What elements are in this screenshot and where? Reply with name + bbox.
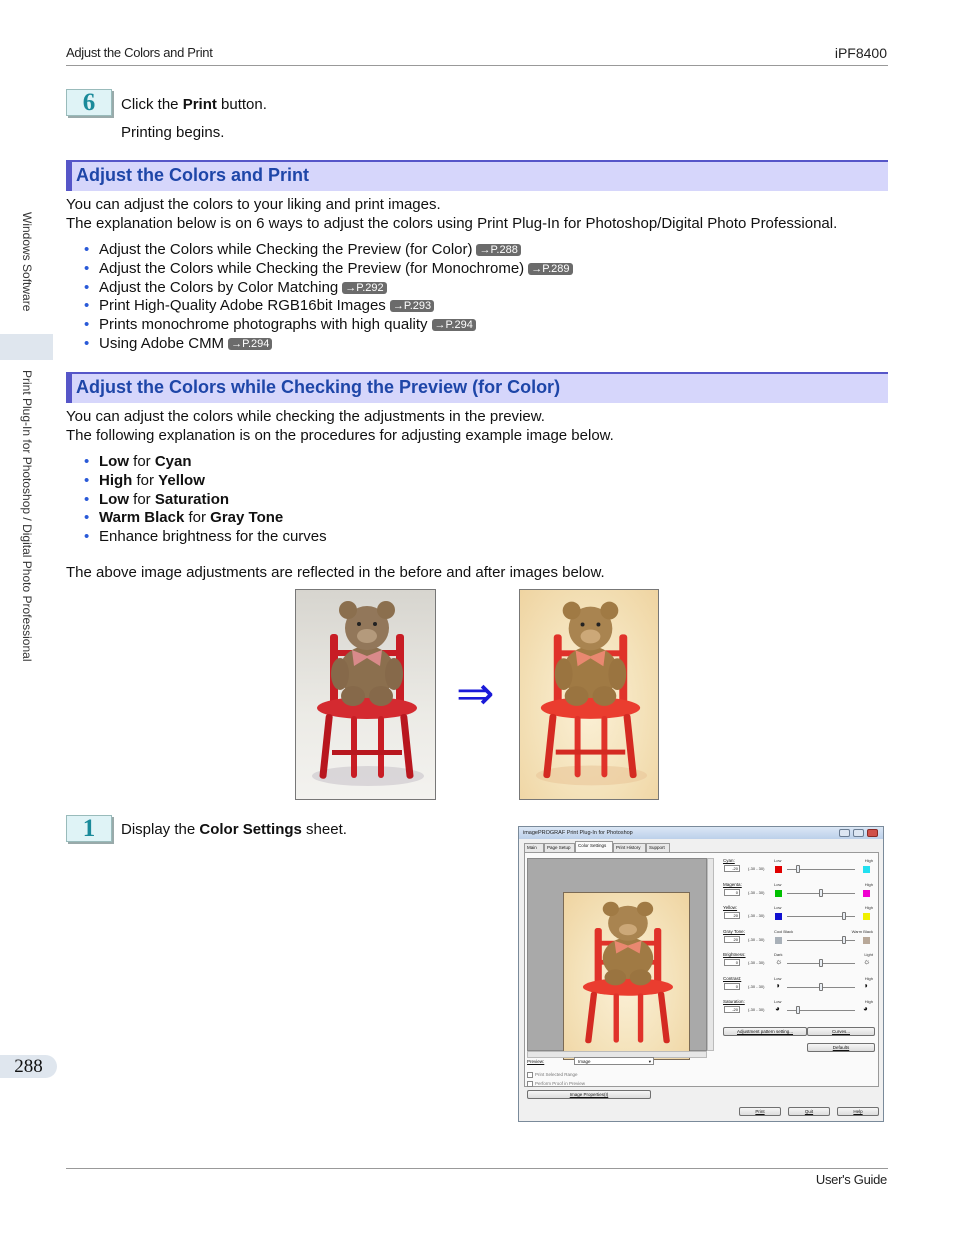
section1-link-list — [84, 241, 573, 354]
close-button[interactable] — [867, 829, 878, 837]
print-selected-range-label: Print Selected Range — [535, 1072, 578, 1077]
saturation-slider-thumb[interactable] — [796, 1006, 800, 1014]
page-reference-link[interactable]: →P.292 — [342, 282, 386, 294]
saturation-label: Saturation: — [723, 999, 745, 1004]
cyan-high-swatch — [863, 866, 870, 873]
saturation-low-label: Low — [774, 999, 782, 1004]
setting-value: Warm Black — [99, 509, 185, 527]
setting-value: High — [99, 471, 133, 489]
brightness-high-icon: ☼ — [863, 957, 871, 966]
list-item — [84, 316, 573, 335]
connector-text: for — [184, 509, 211, 527]
list-item — [84, 491, 327, 510]
section2-explanation: The following explanation is on the procedures for adjusting example image below. — [66, 427, 614, 444]
cyan-low-label: Low — [774, 858, 782, 863]
section1-intro: You can adjust the colors to your liking and print images. — [66, 196, 441, 213]
list-item — [84, 335, 573, 354]
yellow-low-label: Low — [774, 905, 782, 910]
defaults-button[interactable]: Defaults — [807, 1043, 875, 1052]
brightness-low-label: Dark — [774, 952, 783, 957]
curves-button[interactable]: Curves... — [807, 1027, 875, 1036]
magenta-spinbox[interactable]: 0 — [724, 889, 740, 896]
brightness-slider-thumb[interactable] — [819, 959, 823, 967]
side-section-label: Windows Software — [20, 212, 34, 312]
setting-value: Low — [99, 490, 129, 508]
contrast-slider-thumb[interactable] — [819, 983, 823, 991]
gray-tone-spinbox[interactable]: 20 — [724, 936, 740, 943]
list-item-text: Print High-Quality Adobe RGB16bit Images — [99, 297, 386, 315]
cyan-slider-thumb[interactable] — [796, 865, 800, 873]
contrast-range: (-30 - 30) — [748, 983, 765, 989]
setting-value: Low — [99, 453, 129, 470]
setting-name: Yellow — [158, 471, 205, 489]
preview-select[interactable] — [574, 1057, 654, 1065]
list-item: • Enhance brightness for the curves — [84, 528, 327, 547]
step1-instruction: Display the Color Settings sheet. — [121, 821, 347, 838]
cyan-range: (-30 - 30) — [748, 866, 765, 871]
page-reference-link[interactable]: →P.288 — [476, 244, 520, 256]
list-item-text: Adjust the Colors while Checking the Preview (for Color) — [99, 241, 473, 258]
section2-adjustment-list — [84, 453, 327, 547]
contrast-spinbox[interactable]: 0 — [724, 983, 740, 990]
preview-vertical-scrollbar[interactable] — [707, 858, 714, 1051]
saturation-high-label: High — [864, 999, 873, 1004]
contrast-label: Contrast: — [723, 975, 742, 981]
brightness-spinbox[interactable]: 0 — [724, 959, 740, 966]
teddy-bear-chair-preview — [564, 893, 690, 1060]
list-item-text: Using Adobe CMM — [99, 334, 225, 352]
connector-text: for — [129, 453, 155, 470]
before-after-arrow: ⇒ — [456, 667, 495, 719]
quit-button[interactable]: Quit — [788, 1107, 830, 1116]
tab-support[interactable]: Support — [646, 843, 670, 852]
step-number-1: 1 — [66, 815, 112, 842]
section-heading-adjust-colors-preview: Adjust the Colors while Checking the Preview (for Color) — [66, 372, 888, 403]
page-reference-link[interactable]: →P.289 — [528, 263, 572, 275]
dialog-title: imagePROGRAF Print Plug-In for Photoshop — [523, 830, 633, 836]
section1-explanation: The explanation below is on 6 ways to adjust the colors using Print Plug-In for Photoshop/Digital Photo Professional. — [66, 215, 838, 232]
saturation-high-icon: ◕ — [863, 1004, 868, 1013]
brightness-label: Brightness: — [723, 952, 746, 957]
setting-name: Gray Tone — [210, 509, 284, 527]
preview-select-label: Preview: — [527, 1059, 545, 1064]
list-item-text: Adjust the Colors by Color Matching — [99, 278, 339, 296]
magenta-high-label: High — [864, 881, 873, 887]
before-image — [295, 589, 436, 800]
teddy-bear-chair-after — [520, 590, 659, 800]
tab-page-setup[interactable]: Page Setup — [544, 843, 575, 852]
saturation-spinbox[interactable]: -20 — [724, 1006, 740, 1013]
connector-text: for — [132, 471, 159, 489]
contrast-high-icon: ◑ — [863, 980, 868, 990]
preview-image — [563, 892, 690, 1060]
side-section-tab — [0, 334, 53, 360]
setting-name: Cyan — [154, 453, 192, 470]
side-chapter-label: Print Plug-In for Photoshop / Digital Photo Professional — [20, 370, 34, 662]
saturation-low-icon: ◕ — [775, 1004, 780, 1013]
footer-guide-name: User's Guide — [815, 1172, 887, 1187]
teddy-bear-chair-before — [296, 590, 436, 800]
list-item — [84, 279, 573, 298]
cyan-low-swatch — [775, 866, 782, 873]
brightness-high-label: Light — [864, 952, 873, 957]
magenta-low-label: Low — [774, 881, 782, 887]
magenta-low-swatch — [775, 890, 782, 897]
preview-select-value: Image — [578, 1059, 591, 1064]
gray-tone-low-swatch — [775, 937, 782, 944]
print-selected-range-checkbox[interactable] — [527, 1072, 533, 1078]
cyan-spinbox[interactable]: -20 — [724, 865, 740, 872]
tab-print-history[interactable]: Print History — [613, 843, 646, 852]
list-item — [84, 472, 327, 491]
adjustment-pattern-button[interactable]: Adjustment pattern setting... — [723, 1027, 807, 1036]
magenta-label: Magenta: — [723, 881, 742, 887]
tab-main[interactable]: Main — [524, 843, 544, 852]
section2-intro: You can adjust the colors while checking the adjustments in the preview. — [66, 408, 545, 425]
gray-tone-high-swatch — [863, 937, 870, 944]
image-properties-button[interactable]: Image Properties(I) — [527, 1090, 651, 1099]
saturation-range: (-30 - 30) — [748, 1007, 765, 1012]
help-button[interactable]: Help — [837, 1107, 879, 1116]
page-reference-link[interactable]: →P.294 — [432, 319, 476, 331]
gray-tone-slider-thumb[interactable] — [842, 936, 846, 944]
page-reference-link[interactable]: →P.294 — [228, 338, 272, 350]
maximize-button[interactable] — [853, 829, 864, 837]
contrast-low-icon: ◑ — [775, 980, 780, 990]
list-item-text: Prints monochrome photographs with high quality — [99, 316, 428, 334]
magenta-slider-thumb[interactable] — [819, 889, 823, 897]
yellow-label: Yellow: — [723, 905, 738, 910]
header-divider — [66, 65, 888, 66]
list-item — [84, 453, 327, 472]
plugin-dialog-screenshot — [518, 826, 884, 1122]
yellow-high-label: High — [864, 905, 873, 910]
running-header-title: Adjust the Colors and Print — [66, 45, 213, 60]
step6-instruction: Click the Print button. — [121, 96, 267, 113]
brightness-low-icon: ☼ — [775, 957, 783, 966]
chevron-down-icon: ▾ — [648, 1059, 651, 1064]
proof-in-preview-label: Perform Proof in Preview — [535, 1081, 586, 1086]
proof-in-preview-checkbox[interactable] — [527, 1081, 533, 1087]
list-item — [84, 260, 573, 279]
list-item-text: Adjust the Colors while Checking the Preview (for Monochrome) — [99, 259, 525, 277]
step-number-6: 6 — [66, 89, 112, 116]
list-item — [84, 297, 573, 316]
gray-tone-label: Gray Tone: — [723, 928, 745, 934]
cyan-label: Cyan: — [723, 858, 735, 863]
minimize-button[interactable] — [839, 829, 850, 837]
list-item — [84, 241, 573, 260]
page-number: 288 — [0, 1055, 57, 1078]
running-header-model: iPF8400 — [834, 45, 887, 61]
connector-text: for — [129, 490, 155, 508]
yellow-spinbox[interactable]: 20 — [724, 912, 740, 919]
contrast-low-label: Low — [774, 975, 782, 981]
yellow-range: (-30 - 30) — [748, 913, 765, 918]
step6-note: Printing begins. — [121, 124, 225, 141]
preview-area — [527, 858, 707, 1051]
contrast-high-label: High — [864, 975, 873, 981]
gray-tone-high-label: Warm Black — [851, 928, 873, 934]
yellow-slider-thumb[interactable] — [842, 912, 846, 920]
magenta-high-swatch — [863, 890, 870, 897]
brightness-range: (-30 - 30) — [748, 960, 765, 965]
yellow-high-swatch — [863, 913, 870, 920]
gray-tone-range: (-30 - 30) — [748, 936, 765, 942]
dialog-title-bar — [519, 827, 883, 839]
section2-before-after-note: The above image adjustments are reflected in the before and after images below. — [66, 564, 605, 581]
gray-tone-low-label: Cool Black — [774, 928, 794, 934]
tab-color-settings[interactable]: Color Settings — [575, 841, 613, 852]
list-item — [84, 509, 327, 528]
setting-name: Saturation — [154, 490, 230, 508]
cyan-high-label: High — [864, 858, 873, 863]
section-heading-adjust-colors-print: Adjust the Colors and Print — [66, 160, 888, 191]
page-reference-link[interactable]: →P.293 — [390, 300, 434, 312]
print-button[interactable]: Print — [739, 1107, 781, 1116]
magenta-range: (-30 - 30) — [748, 889, 765, 895]
footer-divider — [66, 1168, 888, 1169]
yellow-low-swatch — [775, 913, 782, 920]
after-image — [519, 589, 659, 800]
